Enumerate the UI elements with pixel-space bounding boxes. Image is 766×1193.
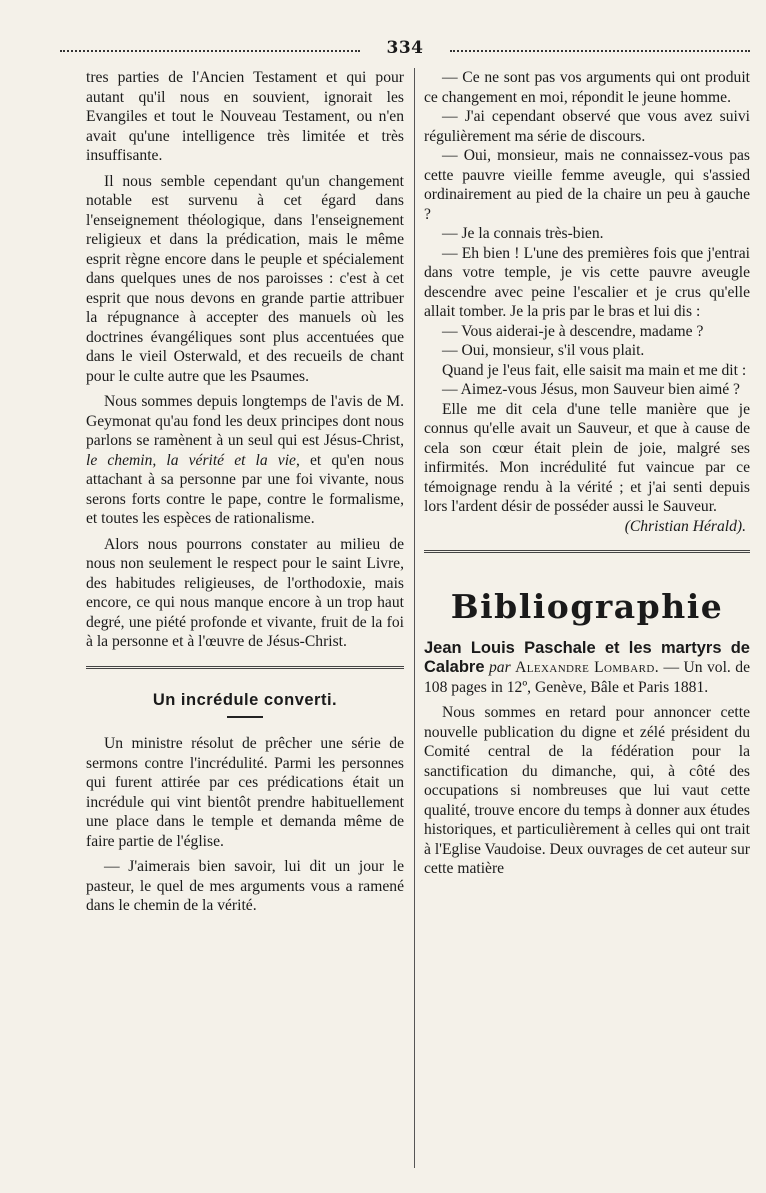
paragraph-geymonat — [86, 392, 404, 529]
paragraph: Nous sommes en retard pour annoncer cette nouvelle publication du digne et zélé président du Comité central de la fédération pour la sanctification du dimanche, qui, à côté des occupations si nombreuses que lui vaut cette qualité, trouve encore du temps à donner aux études historiques, et particulièrement à celles qui ont trait à l'Eglise Vaudoise. Deux ouvrages de cet auteur sur cette matière — [424, 704, 750, 877]
dialogue-line: — Oui, monsieur, mais ne connaissez-vous pas cette pauvre vieille femme aveugle, qui s'assied ordinairement au pied de la chaire un peu à gauche ? — [424, 147, 750, 223]
dialogue-line: — Oui, monsieur, s'il vous plait. — [442, 342, 645, 359]
section-separator — [424, 550, 750, 553]
title-dash — [227, 716, 263, 718]
page-header — [60, 38, 750, 60]
section-separator — [86, 666, 404, 669]
dialogue-line: — Ce ne sont pas vos arguments qui ont produit ce changement en moi, répondit le jeune homme. — [424, 69, 750, 106]
dialogue-line: Elle me dit cela d'une telle manière que je connus qu'elle avait un Sauveur, et que à cause de cela son cœur était plein de joie, malgré ses infirmités. Mon incrédulité fut vaincue par ce témoignage rendu à la vérité ; et j'ai senti depuis lors l'ardent désir de posséder aussi le Sauveur. — [424, 400, 750, 515]
bibliography-entry — [424, 639, 750, 698]
dialogue-line: — Je la connais très-bien. — [442, 225, 604, 242]
paragraph: Il nous semble cependant qu'un changement notable est survenu à cet égard dans l'enseignement théologique, dans l'enseignement religieux et dans la prédication, mais le même esprit règne encore dans le peuple et spécialement dans quelques unes de nos paroisses : c'est à cet esprit que nous devons en grande partie attribuer la répugnance à accepter des manuels où les doctrines évangéliques sont plus accentuées que dans le vieil Osterwald, et des recueils de chant pour le culte autre que les Psaumes. — [86, 172, 404, 385]
book-title: Jean Louis Paschale et les martyrs de Calabre — [424, 638, 750, 676]
page-number: 334 — [386, 38, 424, 58]
dialogue-line: — J'ai cependant observé que vous avez suivi régulièrement ma série de discours. — [424, 108, 750, 145]
article-title: Un incrédule converti. — [152, 690, 338, 709]
column-divider — [414, 68, 415, 1168]
right-column — [424, 68, 750, 879]
paragraph: Alors nous pourrons constater au milieu de nous non seulement le respect pour le saint Livre, des habitudes religieuses, de l'orthodoxie, mais encore, ce qui nous manque encore à un trop haut degré, une piété profonde et vivante, fruit de la foi à la personne et à l'œuvre de Jésus-Christ. — [86, 535, 404, 650]
dialogue-line: Quand je l'eus fait, elle saisit ma main et me dit : — [442, 361, 747, 379]
paragraph-text: Nous sommes depuis longtemps de l'avis de M. Geymonat qu'au fond les deux principes dont nous parlons se ramènent à un seul qui est Jésus-Christ, — [86, 393, 404, 449]
bibliography-heading: Bibliographie — [450, 587, 724, 626]
paragraph: tres parties de l'Ancien Testament et qui pour autant qu'il nous en souvient, ignorait les Evangiles et tout le Nouveau Testament, ou n'en avait qu'une intelligence très limitée et très insuffisante. — [86, 69, 404, 164]
book-author: Alexandre Lombard. — [515, 659, 659, 676]
header-rule-right — [450, 50, 750, 52]
paragraph-text: , et qu'en nous attachant à sa personne par une foi vivante, nous serons forts contre le pape, contre le formalisme, et toutes les espèces de rationalisme. — [86, 451, 404, 527]
paragraph: — J'aimerais bien savoir, lui dit un jour le pasteur, le quel de mes arguments vous a ramené dans le chemin de la vérité. — [86, 858, 404, 914]
header-rule-left — [60, 50, 360, 52]
italic-quote: le chemin, la vérité et la vie — [86, 451, 296, 469]
dialogue-line: — Eh bien ! L'une des premières fois que j'entrai dans votre temple, je vis cette pauvre aveugle descendre avec peine l'escalier et je crus qu'elle allait tomber. Je la pris par le bras et lui dis : — [424, 244, 750, 320]
book-details: — Un vol. de 108 pages in 12º, Genève, Bâle et Paris 1881. — [424, 659, 750, 696]
left-column — [86, 68, 404, 916]
paragraph: Un ministre résolut de prêcher une série de sermons contre l'incrédulité. Parmi les personnes qui furent attirée par ces prédications était un incrédule qui vint bientôt prendre habituellement une place dans le temple et demanda même de faire partie de l'église. — [86, 735, 404, 850]
dialogue-line: — Aimez-vous Jésus, mon Sauveur bien aimé ? — [442, 381, 740, 398]
dialogue-line: — Vous aiderai-je à descendre, madame ? — [442, 322, 704, 340]
source-attribution: (Christian Hérald). — [624, 517, 746, 535]
by-word: par — [488, 659, 511, 676]
